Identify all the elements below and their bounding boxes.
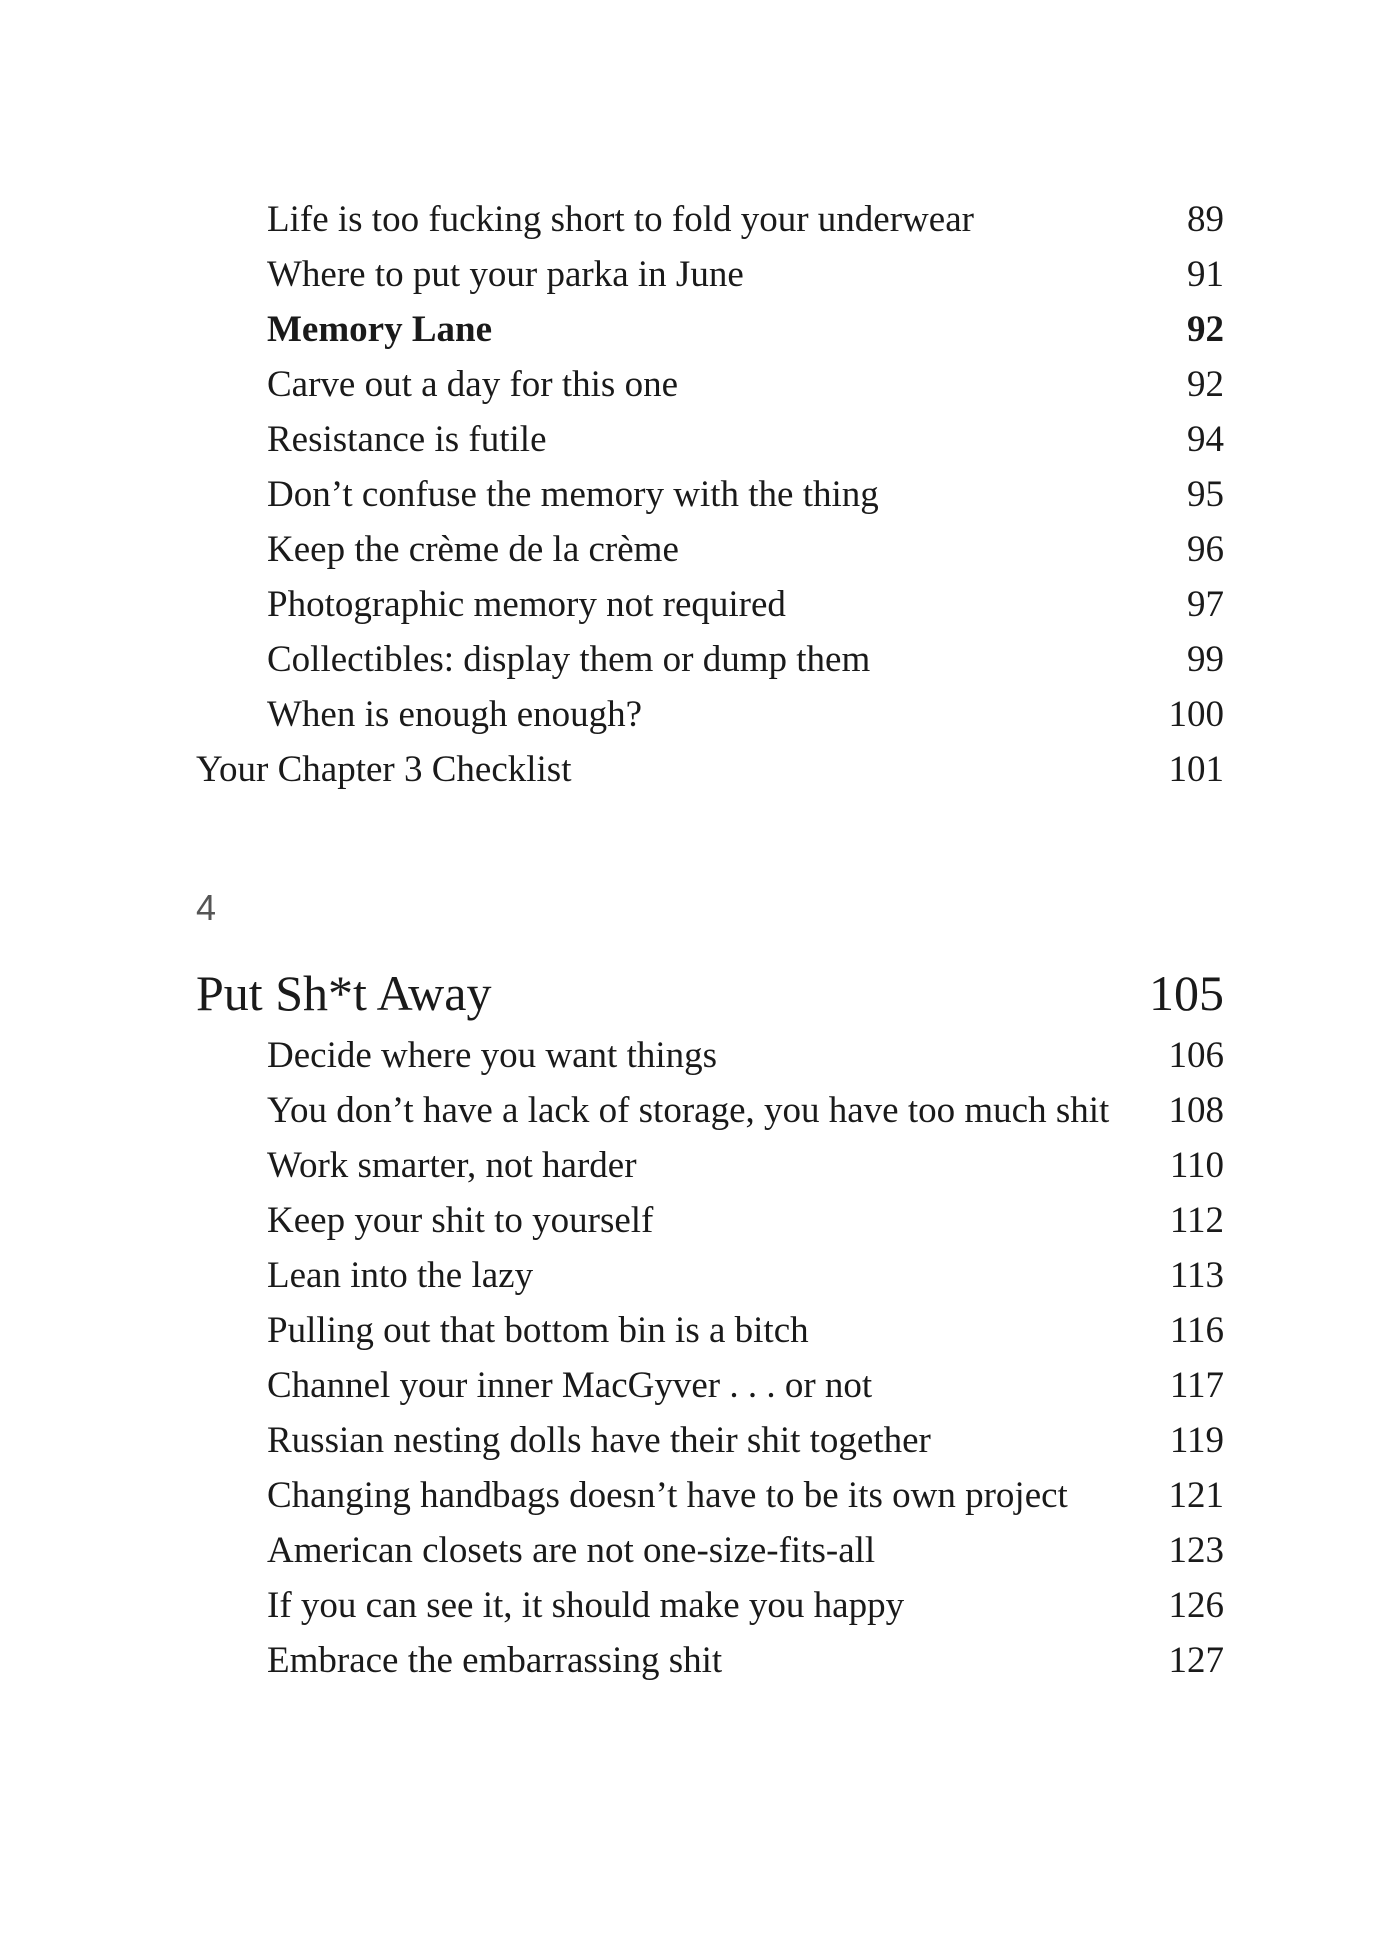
toc-entry-title: Keep the crème de la crème	[267, 529, 679, 570]
toc-entry	[0, 1578, 1400, 1633]
toc-entry	[0, 1028, 1400, 1083]
toc-entry-title: Decide where you want things	[267, 1035, 718, 1076]
toc-entry-page: 99	[1187, 639, 1224, 680]
toc-entry	[0, 357, 1400, 412]
toc-entry-title: Russian nesting dolls have their shit together	[267, 1420, 931, 1461]
toc-entry-title: Lean into the lazy	[267, 1255, 534, 1296]
toc-entry	[0, 1633, 1400, 1688]
toc-entry	[0, 247, 1400, 302]
chapter-heading	[0, 958, 1400, 1028]
toc-checklist-entry	[0, 742, 1400, 797]
chapter-page: 105	[1149, 965, 1224, 1021]
toc-entry	[0, 687, 1400, 742]
toc-entry-page: 116	[1169, 1310, 1224, 1351]
toc-entry-page: 108	[1168, 1090, 1224, 1131]
toc-entry	[0, 1083, 1400, 1138]
toc-entry-page: 89	[1187, 199, 1224, 240]
toc-entry	[0, 1138, 1400, 1193]
toc-entry-title: When is enough enough?	[267, 694, 643, 735]
toc-entry-title: Keep your shit to yourself	[267, 1200, 654, 1241]
toc-entry	[0, 467, 1400, 522]
toc-entry	[0, 1248, 1400, 1303]
toc-entry-title: Collectibles: display them or dump them	[267, 639, 871, 680]
toc-entry-title: Channel your inner MacGyver . . . or not	[267, 1365, 873, 1406]
toc-entry-page: 94	[1187, 419, 1224, 460]
toc-entry-page: 106	[1168, 1035, 1224, 1076]
toc-entry-page: 117	[1169, 1365, 1224, 1406]
toc-entry	[0, 192, 1400, 247]
toc-entry-page: 113	[1169, 1255, 1224, 1296]
toc-entry	[0, 412, 1400, 467]
toc-entry-title: You don’t have a lack of storage, you have too much shit	[267, 1090, 1110, 1131]
toc-entry-page: 101	[1168, 749, 1224, 790]
toc-section-chapter-3-end	[0, 192, 1400, 797]
toc-subsection-heading	[0, 302, 1400, 357]
toc-entry-title: Pulling out that bottom bin is a bitch	[267, 1310, 809, 1351]
toc-entry	[0, 577, 1400, 632]
toc-entry-page: 127	[1168, 1640, 1224, 1681]
toc-entry	[0, 1193, 1400, 1248]
toc-section-chapter-4	[0, 1028, 1400, 1688]
toc-entry-title: American closets are not one-size-fits-all	[267, 1530, 876, 1571]
toc-entry-page: 95	[1187, 474, 1224, 515]
toc-entry-title: Work smarter, not harder	[267, 1145, 637, 1186]
toc-entry-title: Resistance is futile	[267, 419, 547, 460]
toc-entry-page: 123	[1168, 1530, 1224, 1571]
toc-entry-page: 92	[1187, 364, 1224, 405]
toc-entry-page: 126	[1168, 1585, 1224, 1626]
toc-entry-page: 110	[1169, 1145, 1224, 1186]
toc-entry-title: Embrace the embarrassing shit	[267, 1640, 723, 1681]
toc-entry	[0, 1468, 1400, 1523]
chapter-number: 4	[196, 887, 217, 928]
toc-entry	[0, 632, 1400, 687]
toc-entry-title: Carve out a day for this one	[267, 364, 678, 405]
toc-entry-page: 121	[1168, 1475, 1224, 1516]
toc-entry	[0, 1413, 1400, 1468]
toc-entry	[0, 1523, 1400, 1578]
toc-entry-page: 119	[1169, 1420, 1224, 1461]
chapter-title: Put Sh*t Away	[196, 965, 492, 1021]
toc-entry-page: 91	[1187, 254, 1224, 295]
toc-entry-title: Changing handbags doesn’t have to be its own project	[267, 1475, 1068, 1516]
toc-entry	[0, 522, 1400, 577]
toc-entry-page: 96	[1187, 529, 1224, 570]
toc-entry-title: Where to put your parka in June	[267, 254, 744, 295]
toc-entry-page: 97	[1187, 584, 1224, 625]
toc-entry-title: Memory Lane	[267, 309, 493, 350]
toc-entry-page: 100	[1168, 694, 1224, 735]
toc-entry	[0, 1303, 1400, 1358]
toc-entry-page: 92	[1187, 309, 1224, 350]
toc-entry-title: Don’t confuse the memory with the thing	[267, 474, 879, 515]
toc-entry-page: 112	[1169, 1200, 1224, 1241]
toc-entry	[0, 1358, 1400, 1413]
toc-entry-title: Your Chapter 3 Checklist	[196, 749, 572, 790]
toc-entry-title: Photographic memory not required	[267, 584, 786, 625]
toc-entry-title: If you can see it, it should make you happy	[267, 1585, 905, 1626]
toc-entry-title: Life is too fucking short to fold your underwear	[267, 199, 974, 240]
